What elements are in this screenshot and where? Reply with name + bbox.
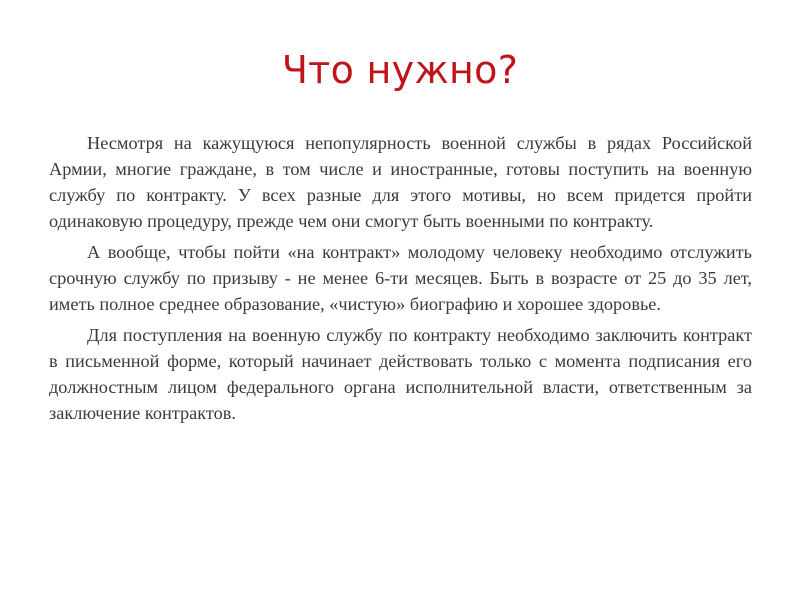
slide-title: Что нужно?: [281, 48, 519, 92]
slide-body: [49, 130, 752, 431]
paragraph-2: А вообще, чтобы пойти «на контракт» молодому человеку необходимо отслужить срочную службу по призыву - не менее 6-ти месяцев. Быть в возрасте от 25 до 35 лет, иметь полное среднее образование, «чистую» биографию и хорошее здоровье.: [49, 242, 752, 314]
paragraph-3: Для поступления на военную службу по контракту необходимо заключить контракт в письменной форме, который начинает действовать только с момента подписания его должностным лицом федерального органа исполнительной власти, ответственным за заключение контрактов.: [49, 325, 752, 423]
paragraph-1: Несмотря на кажущуюся непопулярность военной службы в рядах Российской Армии, многие граждане, в том числе и иностранные, готовы поступить на военную службу по контракту. У всех разные для этого мотивы, но всем придется пройти одинаковую процедуру, прежде чем они смогут быть военными по контракту.: [49, 133, 752, 231]
